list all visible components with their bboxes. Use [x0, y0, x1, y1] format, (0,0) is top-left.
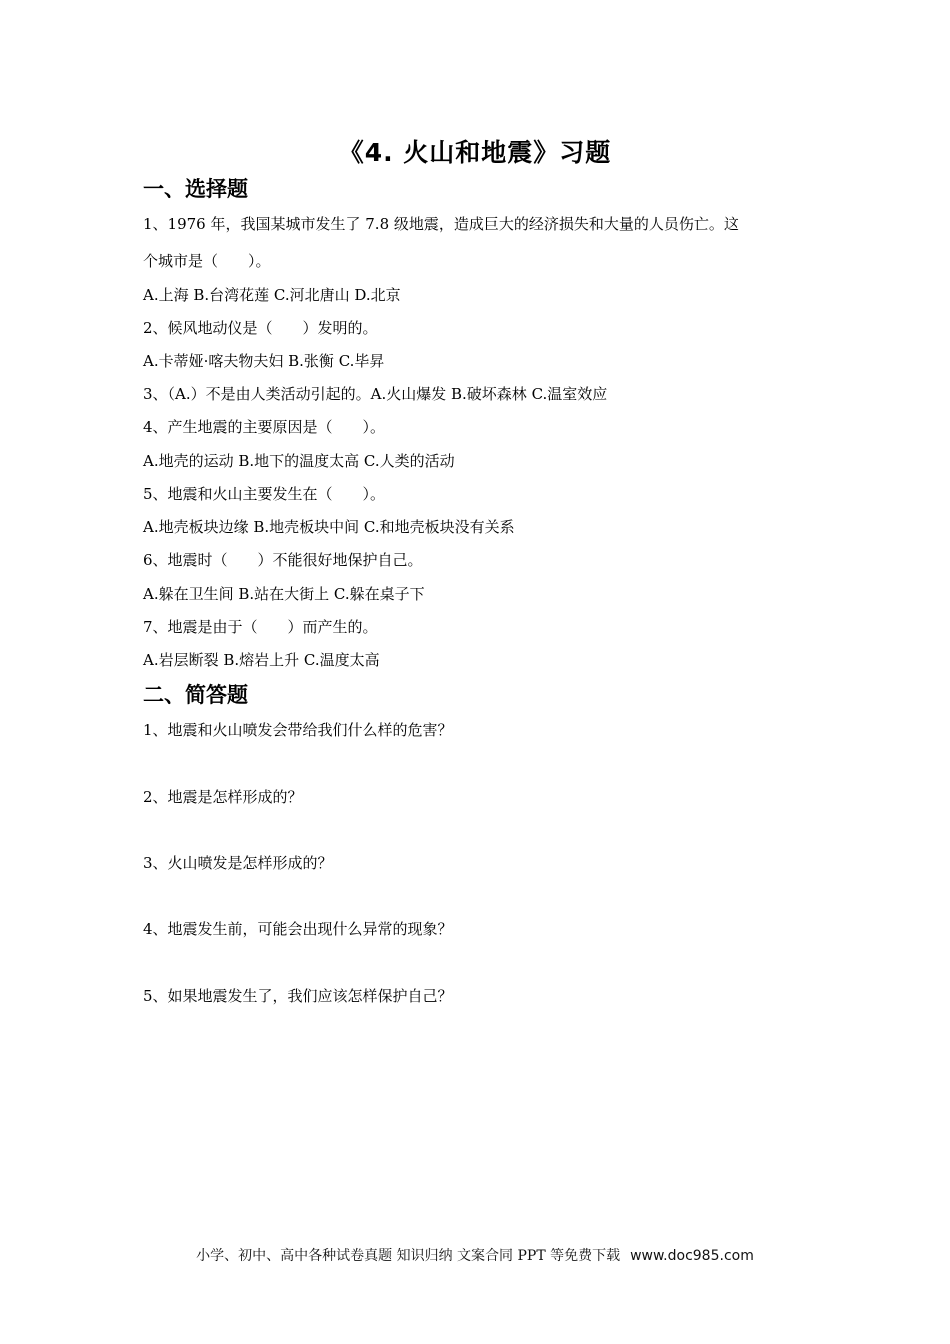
page-footer	[0, 1245, 950, 1265]
question-1-options: A.上海 B.台湾花莲 C.河北唐山 D.北京	[143, 286, 401, 304]
question-6-options: A.躲在卫生间 B.站在大街上 C.躲在桌子下	[143, 585, 425, 603]
footer-text: 小学、初中、高中各种试卷真题 知识归纳 文案合同 PPT 等免费下载	[196, 1248, 621, 1264]
question-4: 4、产生地震的主要原因是（ ）。	[143, 418, 386, 436]
question-1-line-1: 1、1976 年，我国某城市发生了 7.8 级地震，造成巨大的经济损失和大量的人员伤亡。这	[143, 215, 739, 233]
question-3: 3、（A.）不是由人类活动引起的。A.火山爆发 B.破坏森林 C.温室效应	[143, 385, 608, 403]
question-5-options: A.地壳板块边缘 B.地壳板块中间 C.和地壳板块没有关系	[143, 518, 515, 536]
short-answer-4: 4、地震发生前，可能会出现什么异常的现象？	[143, 920, 453, 938]
question-6: 6、地震时（ ）不能很好地保护自己。	[143, 551, 423, 569]
question-1-line-2: 个城市是（ ）。	[143, 252, 271, 270]
page-title: 《4. 火山和地震》习题	[338, 138, 612, 167]
short-answer-3: 3、火山喷发是怎样形成的？	[143, 854, 333, 872]
short-answer-2: 2、地震是怎样形成的？	[143, 788, 303, 806]
short-answer-1: 1、地震和火山喷发会带给我们什么样的危害？	[143, 721, 453, 739]
section-heading-choice: 一、选择题	[143, 177, 248, 201]
question-2: 2、候风地动仪是（ ）发明的。	[143, 319, 378, 337]
short-answer-5: 5、如果地震发生了，我们应该怎样保护自己？	[143, 987, 453, 1005]
section-heading-short-answer: 二、简答题	[143, 683, 248, 707]
question-5: 5、地震和火山主要发生在（ ）。	[143, 485, 386, 503]
question-2-options: A.卡蒂娅·喀夫物夫妇 B.张衡 C.毕昇	[143, 352, 385, 370]
footer-url[interactable]: www.doc985.com	[630, 1248, 754, 1264]
question-7-options: A.岩层断裂 B.熔岩上升 C.温度太高	[143, 651, 380, 669]
question-7: 7、地震是由于（ ）而产生的。	[143, 618, 378, 636]
question-4-options: A.地壳的运动 B.地下的温度太高 C.人类的活动	[143, 452, 455, 470]
